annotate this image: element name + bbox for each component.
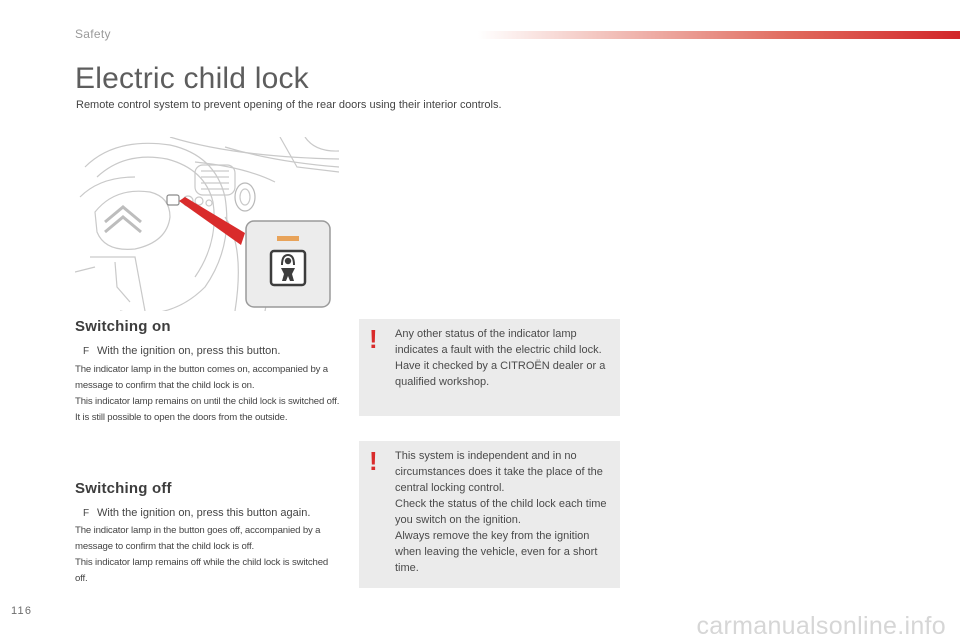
switching-off-step: F With the ignition on, press this button again. [75,506,340,521]
switching-on-text-1: The indicator lamp in the button comes on, accompanied by a message to confirm that the child lock is on. [75,364,328,391]
warning-text-2: Check the status of the child lock each time you switch on the ignition. [395,498,607,526]
switching-off-section [75,480,340,587]
steering-wheel-icon [75,143,227,311]
warning-text-3: Always remove the key from the ignition when leaving the vehicle, even for a short time. [395,530,598,574]
switching-off-heading: Switching off [75,480,172,497]
switching-off-text-1: The indicator lamp in the button goes off, accompanied by a message to confirm that the child lock is off. [75,525,321,552]
warning-icon: ! [369,446,378,476]
page-title: Electric child lock [75,62,309,95]
switching-on-text-2: This indicator lamp remains on until the child lock is switched off. [75,396,340,407]
switching-on-section [75,318,340,426]
switching-off-text-2: This indicator lamp remains off while the child lock is switched off. [75,557,329,584]
warning-text-2: Have it checked by a CITROËN dealer or a qualified workshop. [395,360,606,388]
step-bullet-icon: F [83,346,90,357]
warning-box-independent [359,441,620,588]
warning-text-1: Any other status of the indicator lamp indicates a fault with the electric child lock. [395,328,602,356]
page-subtitle: Remote control system to prevent opening of the rear doors using their interior controls. [76,99,502,111]
switching-on-step: F With the ignition on, press this button. [75,344,340,359]
step-bullet-icon: F [83,508,90,519]
child-lock-button-zoom [246,221,330,307]
warning-box-fault [359,319,620,416]
switching-on-heading: Switching on [75,318,171,335]
page-number: 116 [11,605,33,617]
section-label: Safety [75,27,111,41]
watermark: carmanualsonline.info [696,612,946,640]
dashboard-illustration [75,137,339,311]
header-accent-bar [478,31,960,39]
warning-icon: ! [369,324,378,354]
switching-on-text-3: It is still possible to open the doors from the outside. [75,412,288,423]
warning-text-1: This system is independent and in no circumstances does it take the place of the central locking control. [395,450,603,494]
